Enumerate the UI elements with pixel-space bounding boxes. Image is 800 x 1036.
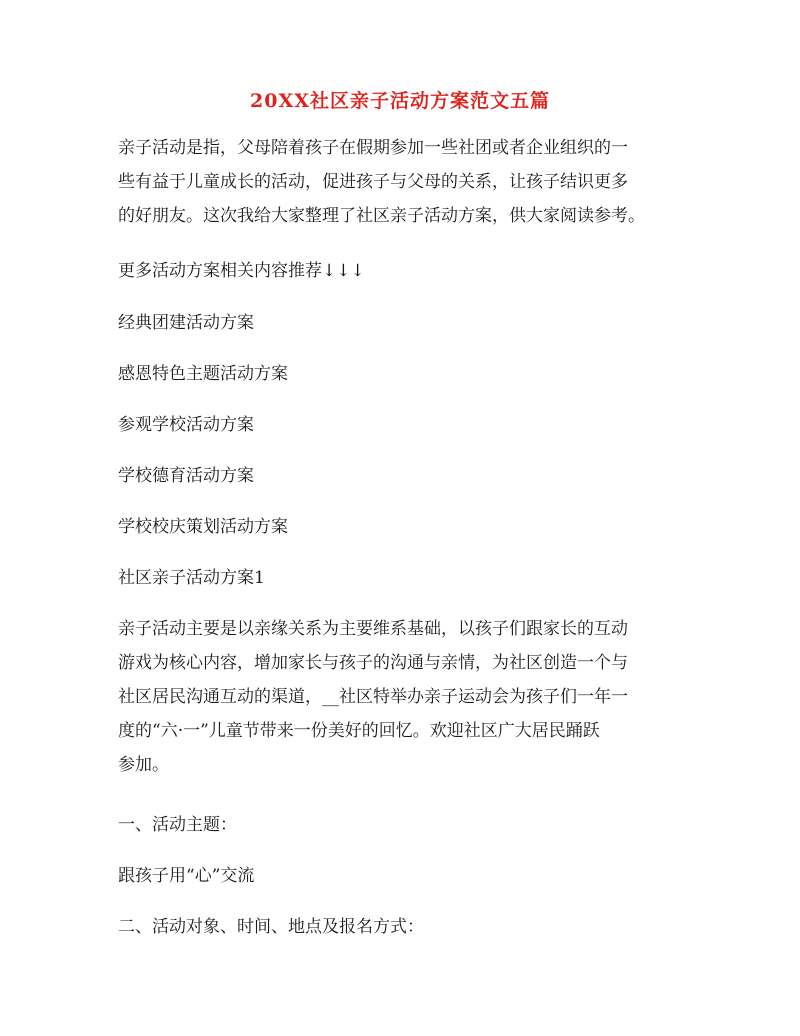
section-line: 游戏为核心内容，增加家长与孩子的沟通与亲情，为社区创造一个与 (118, 653, 628, 673)
section-heading: 社区亲子活动方案1 (118, 568, 265, 588)
section-line: 参加。 (118, 755, 169, 775)
link-item[interactable]: 参观学校活动方案 (118, 415, 254, 435)
section-paragraph (118, 612, 698, 782)
intro-line: 的好朋友。这次我给大家整理了社区亲子活动方案，供大家阅读参考。 (118, 206, 645, 226)
section-line: 度的“六·一”儿童节带来一份美好的回忆。欢迎社区广大居民踊跃 (118, 721, 600, 741)
item-content: 跟孩子用“心”交流 (118, 866, 255, 886)
link-item[interactable]: 感恩特色主题活动方案 (118, 364, 288, 384)
link-item[interactable]: 经典团建活动方案 (118, 313, 254, 333)
recommend-label: 更多活动方案相关内容推荐↓↓↓ (118, 261, 365, 281)
intro-line: 亲子活动是指，父母陪着孩子在假期参加一些社团或者企业组织的一 (118, 138, 628, 158)
item-heading: 二、活动对象、时间、地点及报名方式： (118, 917, 424, 937)
section-line: 亲子活动主要是以亲缘关系为主要维系基础，以孩子们跟家长的互动 (118, 619, 628, 639)
intro-paragraph (118, 131, 698, 233)
link-item[interactable]: 学校德育活动方案 (118, 466, 254, 486)
link-item[interactable]: 学校校庆策划活动方案 (118, 517, 288, 537)
section-line: 社区居民沟通互动的渠道，__社区特举办亲子运动会为孩子们一年一 (118, 687, 628, 707)
intro-line: 些有益于儿童成长的活动，促进孩子与父母的关系，让孩子结识更多 (118, 172, 628, 192)
item-heading: 一、活动主题： (118, 815, 237, 835)
document-title: 20XX社区亲子活动方案范文五篇 (250, 90, 550, 112)
